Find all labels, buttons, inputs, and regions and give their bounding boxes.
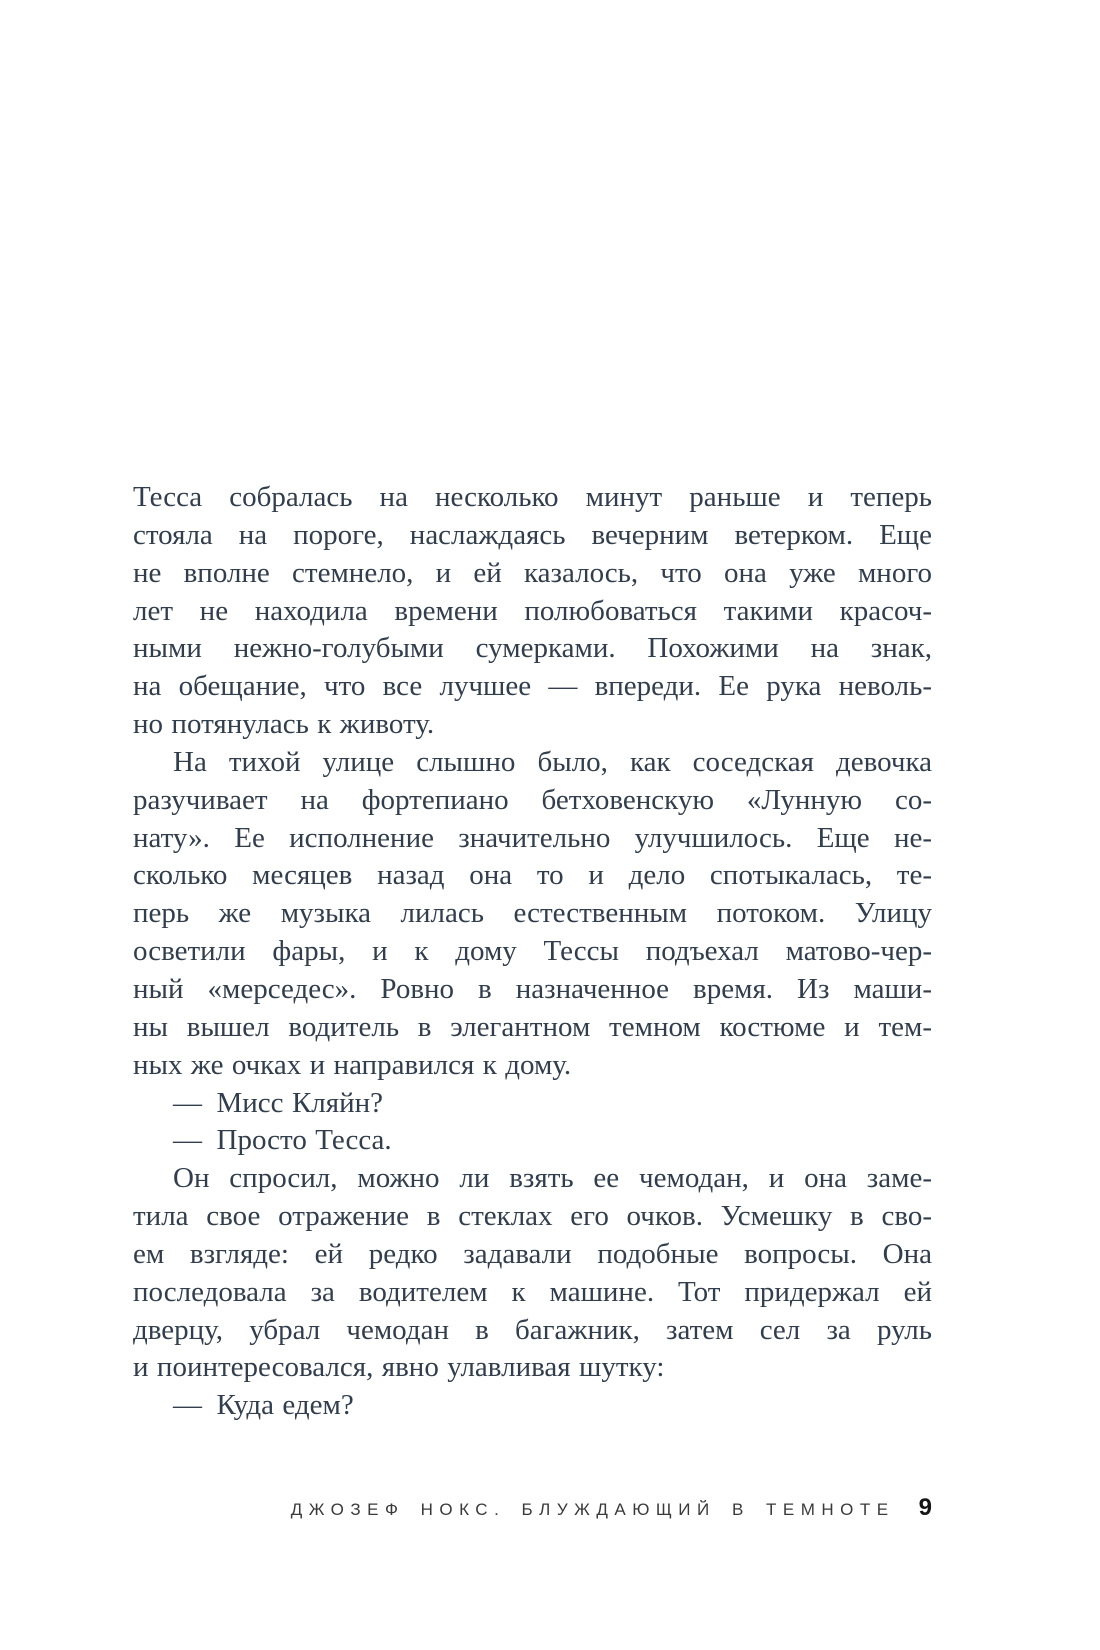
text-line: — Куда едем? [173, 1389, 354, 1422]
text-line: ный «мерседес». Ровно в назначенное время. Из маши- [133, 972, 932, 1005]
text-line: перь же музыка лилась естественным потоком. Улицу [133, 897, 932, 930]
text-line: — Мисс Кляйн? [173, 1086, 384, 1119]
text-line: стояла на пороге, наслаждаясь вечерним ветерком. Еще [133, 518, 932, 551]
text-line: Тесса собралась на несколько минут раньше и теперь [133, 481, 932, 513]
text-line: и поинтересовался, явно улавливая шутку: [133, 1351, 665, 1384]
text-line: ем взгляде: ей редко задавали подобные вопросы. Она [133, 1237, 932, 1270]
text-line: на обещание, что все лучшее — впереди. Ее рука неволь- [133, 670, 932, 703]
text-line: но потянулась к животу. [133, 708, 435, 741]
text-line: осветили фары, и к дому Тессы подъехал матово-чер- [133, 935, 932, 968]
text-line: не вполне стемнело, и ей казалось, что она уже много [133, 556, 932, 589]
text-line: ными нежно-голубыми сумерками. Похожими на знак, [133, 632, 932, 665]
text-line: разучивает на фортепиано бетховенскую «Лунную со- [133, 783, 932, 816]
text-line: На тихой улице слышно было, как соседская девочка [173, 745, 932, 778]
body-text [133, 479, 932, 1425]
page-number: 9 [918, 1494, 932, 1521]
text-line: — Просто Тесса. [173, 1124, 392, 1157]
text-line: ных же очках и направился к дому. [133, 1048, 572, 1081]
text-line: сколько месяцев назад она то и дело спотыкалась, те- [133, 859, 932, 892]
text-line: ны вышел водитель в элегантном темном костюме и тем- [133, 1010, 932, 1043]
text-line: дверцу, убрал чемодан в багажник, затем сел за руль [133, 1313, 932, 1346]
text-line: тила свое отражение в стеклах его очков. Усмешку в сво- [133, 1200, 932, 1233]
text-line: последовала за водителем к машине. Тот придержал ей [133, 1275, 932, 1308]
running-title: ДЖОЗЕФ НОКС. БЛУЖДАЮЩИЙ В ТЕМНОТЕ [290, 1500, 895, 1519]
text-line: Он спросил, можно ли взять ее чемодан, и она заме- [173, 1162, 932, 1195]
page-footer [133, 1494, 932, 1522]
text-line: нату». Ее исполнение значительно улучшилось. Еще не- [133, 821, 932, 854]
text-line: лет не находила времени полюбоваться такими красоч- [133, 594, 932, 627]
